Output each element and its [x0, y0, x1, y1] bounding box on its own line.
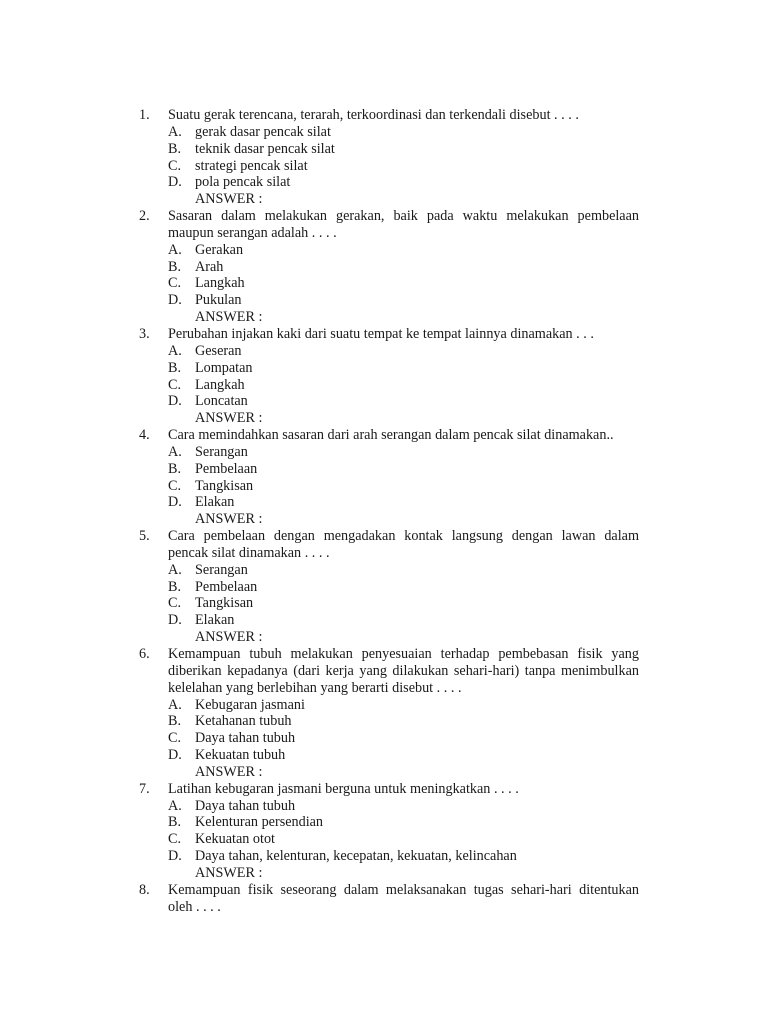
option-letter: D. [168, 494, 182, 511]
option-letter: A. [168, 561, 182, 578]
option-text: gerak dasar pencak silat [195, 123, 331, 140]
option-a [168, 562, 639, 579]
option-a [168, 242, 639, 259]
answer-label: ANSWER : [195, 191, 263, 208]
option-letter: A. [168, 696, 182, 713]
question-text: Sasaran dalam melakukan gerakan, baik pada waktu melakukan pembelaan maupun serangan adalah . . . . [168, 208, 639, 241]
option-text: Pembelaan [195, 460, 258, 477]
option-letter: C. [168, 595, 182, 612]
option-text: Tangkisan [195, 595, 254, 612]
option-letter: B. [168, 713, 182, 730]
option-letter: A. [168, 123, 182, 140]
option-letter: C. [168, 275, 182, 292]
option-text: Loncatan [195, 393, 248, 410]
question-2 [139, 208, 639, 326]
option-text: Kekuatan tubuh [195, 747, 286, 764]
question-4 [139, 427, 639, 528]
option-b [168, 259, 639, 276]
question-text: Cara memindahkan sasaran dari arah serangan dalam pencak silat dinamakan.. [168, 427, 614, 444]
option-b [168, 579, 639, 596]
option-d [168, 292, 639, 309]
option-text: Elakan [195, 612, 235, 629]
question-text: Cara pembelaan dengan mengadakan kontak langsung dengan lawan dalam pencak silat dinamakan . . . . [168, 528, 639, 561]
option-letter: D. [168, 174, 182, 191]
option-text: Arah [195, 258, 224, 275]
question-text: Kemampuan tubuh melakukan penyesuaian terhadap pembebasan fisik yang diberikan kepadanya (dari kerja yang dilakukan sehari-hari) tanpa menimbulkan kelelahan yang berlebihan yang berarti disebut . . . . [168, 646, 639, 696]
option-letter: D. [168, 292, 182, 309]
option-d [168, 494, 639, 511]
option-c [168, 831, 639, 848]
option-b [168, 141, 639, 158]
question-5 [139, 528, 639, 646]
question-number: 6. [139, 646, 150, 662]
option-a [168, 798, 639, 815]
option-c [168, 478, 639, 495]
option-letter: A. [168, 342, 182, 359]
option-b [168, 814, 639, 831]
option-text: Langkah [195, 275, 245, 292]
option-b [168, 713, 639, 730]
option-letter: D. [168, 612, 182, 629]
option-text: Ketahanan tubuh [195, 713, 292, 730]
question-number: 3. [139, 325, 150, 342]
option-text: Daya tahan, kelenturan, kecepatan, kekuatan, kelincahan [195, 848, 517, 865]
option-d [168, 393, 639, 410]
option-letter: A. [168, 797, 182, 814]
question-number: 5. [139, 528, 150, 545]
option-c [168, 158, 639, 175]
option-text: strategi pencak silat [195, 157, 308, 174]
option-letter: B. [168, 460, 182, 477]
question-3 [139, 326, 639, 427]
option-letter: C. [168, 730, 182, 747]
question-number: 4. [139, 427, 150, 444]
option-text: Pembelaan [195, 578, 258, 595]
option-a [168, 124, 639, 141]
option-letter: D. [168, 848, 182, 865]
option-letter: B. [168, 140, 182, 157]
option-letter: B. [168, 359, 182, 376]
answer-label: ANSWER : [195, 763, 263, 780]
option-text: Tangkisan [195, 477, 254, 494]
question-8 [139, 882, 639, 916]
question-text: Kemampuan fisik seseorang dalam melaksanakan tugas sehari-hari ditentukan oleh . . . . [168, 881, 639, 915]
option-text: Geseran [195, 342, 242, 359]
option-letter: C. [168, 831, 182, 848]
option-d [168, 848, 639, 865]
option-letter: D. [168, 393, 182, 410]
option-text: Serangan [195, 443, 248, 460]
option-text: Elakan [195, 494, 235, 511]
answer-label: ANSWER : [195, 864, 263, 881]
option-text: Kekuatan otot [195, 831, 275, 848]
option-text: Daya tahan tubuh [195, 730, 296, 747]
option-text: Kelenturan persendian [195, 814, 324, 831]
option-c [168, 377, 639, 394]
answer-label: ANSWER : [195, 511, 263, 528]
option-text: Langkah [195, 376, 245, 393]
option-text: Gerakan [195, 241, 244, 258]
option-a [168, 444, 639, 461]
question-1 [139, 107, 639, 208]
option-b [168, 360, 639, 377]
option-letter: C. [168, 477, 182, 494]
question-number: 7. [139, 780, 150, 797]
option-d [168, 612, 639, 629]
question-text: Latihan kebugaran jasmani berguna untuk meningkatkan . . . . [168, 780, 519, 797]
option-text: teknik dasar pencak silat [195, 140, 335, 157]
option-a [168, 343, 639, 360]
option-letter: C. [168, 157, 182, 174]
option-letter: B. [168, 814, 182, 831]
option-text: pola pencak silat [195, 174, 291, 191]
option-letter: A. [168, 443, 182, 460]
option-text: Daya tahan tubuh [195, 797, 296, 814]
option-letter: C. [168, 376, 182, 393]
question-text: Perubahan injakan kaki dari suatu tempat ke tempat lainnya dinamakan . . . [168, 325, 594, 342]
option-letter: A. [168, 241, 182, 258]
question-6 [139, 646, 639, 781]
question-list [139, 107, 639, 916]
question-text: Suatu gerak terencana, terarah, terkoordinasi dan terkendali disebut . . . . [168, 107, 579, 123]
option-letter: B. [168, 258, 182, 275]
option-letter: B. [168, 578, 182, 595]
answer-label: ANSWER : [195, 309, 263, 326]
option-a [168, 697, 639, 714]
option-c [168, 595, 639, 612]
question-7 [139, 781, 639, 882]
question-number: 1. [139, 107, 150, 123]
question-number: 2. [139, 208, 150, 225]
option-letter: D. [168, 747, 182, 764]
option-d [168, 174, 639, 191]
question-number: 8. [139, 881, 150, 898]
option-c [168, 730, 639, 747]
option-c [168, 275, 639, 292]
answer-label: ANSWER : [195, 629, 263, 646]
option-d [168, 747, 639, 764]
option-b [168, 461, 639, 478]
option-text: Serangan [195, 561, 248, 578]
answer-label: ANSWER : [195, 410, 263, 427]
option-text: Kebugaran jasmani [195, 696, 305, 713]
option-text: Lompatan [195, 359, 253, 376]
option-text: Pukulan [195, 292, 242, 309]
